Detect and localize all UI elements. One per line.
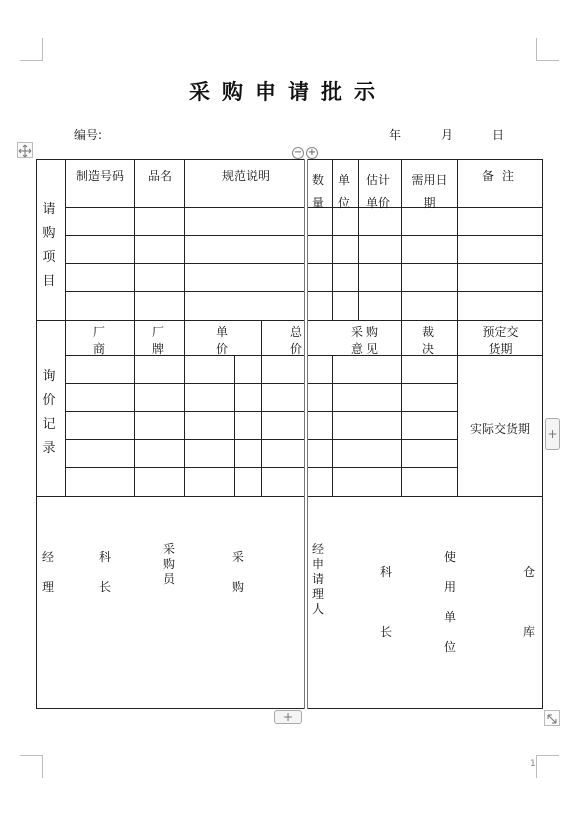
col-decision: 裁决 [422,325,435,356]
resize-icon [545,712,559,726]
col-scheduled-delivery: 预定交货期 [482,325,519,356]
col-remarks: 备注 [482,169,523,183]
month-label: 月 [441,128,454,142]
add-column-icon[interactable]: + [307,147,317,158]
page-number: 1 [530,759,536,769]
col-est-unit-price: 估计单价 [366,173,391,210]
add-row-button[interactable] [274,710,302,724]
col-manufacture-number: 制造号码 [76,169,125,183]
sign-manager: 经理 [42,550,55,594]
table-split-line-left [304,159,305,709]
sign-warehouse: 仓库 [523,565,536,639]
col-unit: 单位 [338,173,351,210]
inquiry-section-label: 询价记录 [42,369,56,456]
col-quantity: 数量 [312,173,325,210]
request-section-label: 请购项目 [42,202,56,289]
sign-right-section-chief: 科长 [380,565,393,639]
plus-icon: + [282,710,294,724]
col-purchasing-opinion: 采购意见 [351,325,382,356]
sign-section-chief: 科长 [99,550,112,594]
remove-column-icon[interactable]: − [293,147,303,158]
col-total-price: 总价 [290,325,303,356]
col-vendor: 厂商 [93,325,106,356]
year-label: 年 [389,128,402,142]
add-column-button[interactable] [545,418,560,450]
sign-using-unit: 使用单位 [444,550,457,654]
sign-purchaser: 采购员 [163,542,176,586]
col-unit-price: 单价 [216,325,229,356]
col-specification: 规范说明 [222,169,271,183]
table-split-line-right [307,159,308,709]
col-product-name: 品名 [148,169,173,183]
day-label: 日 [492,128,505,142]
number-label: 编号: [74,128,103,142]
plus-icon: + [547,427,558,441]
sign-purchasing: 采购 [232,550,245,594]
col-required-date: 需用日期 [411,173,448,210]
document-title: 采购申请批示 [189,80,387,104]
table-resize-handle[interactable] [544,710,560,726]
col-brand: 厂牌 [152,325,165,356]
sign-applicant: 经申请理人 [312,542,325,616]
actual-delivery-label: 实际交货期 [470,422,531,436]
